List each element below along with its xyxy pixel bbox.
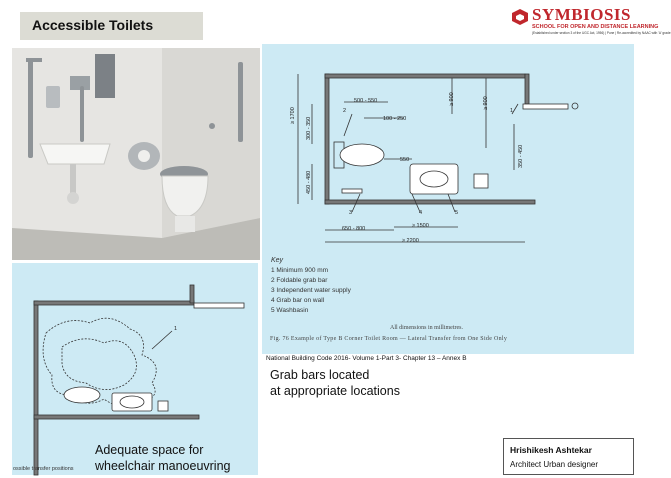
adequate-line-1: Adequate space for xyxy=(95,443,204,457)
dim-1700: ≥ 1700 xyxy=(290,107,296,124)
key-item-3: 3 Independent water supply xyxy=(271,287,351,294)
label-4: 4 xyxy=(419,210,423,216)
label-1: 1 xyxy=(510,108,514,114)
nbc-reference: National Building Code 2016- Volume 1-Part 3- Chapter 13 – Annex B xyxy=(266,355,467,362)
adequate-space-note xyxy=(95,442,231,474)
logo-emblem-icon xyxy=(510,7,530,27)
grab-bars-line-1: Grab bars located xyxy=(270,368,370,382)
bottom-plan-label-1: 1 xyxy=(174,326,178,332)
symbiosis-logo xyxy=(508,4,671,40)
grab-bars-line-2: at appropriate locations xyxy=(270,384,400,398)
label-3: 3 xyxy=(349,210,353,216)
dim-300-350: 300 - 350 xyxy=(306,116,312,140)
figure-caption: Fig. 76 Example of Type B Corner Toilet Room — Lateral Transfer from One Side Only xyxy=(270,336,508,342)
dim-450-480: 450 - 480 xyxy=(306,170,312,194)
grab-bars-note xyxy=(270,367,400,399)
logo-subtitle: SCHOOL FOR OPEN AND DISTANCE LEARNING xyxy=(532,24,659,30)
author-role: Architect Urban designer xyxy=(510,460,599,469)
logo-tagline: (Established under section 3 of the UGC Act, 1956) | Pune | Re-accredited by NAAC with 'A' grade xyxy=(532,31,671,35)
dim-100-250: 100 - 250 xyxy=(383,116,407,122)
key-item-2: 2 Foldable grab bar xyxy=(271,277,328,284)
dim-550: 550 xyxy=(400,157,410,163)
logo-name: SYMBIOSIS xyxy=(532,5,631,24)
key-item-4: 4 Grab bar on wall xyxy=(271,297,325,304)
dim-1500: ≥ 1500 xyxy=(412,223,429,229)
label-5: 5 xyxy=(455,210,459,216)
dim-2200: ≥ 2200 xyxy=(402,238,419,244)
adequate-line-2: wheelchair manoeuvring xyxy=(95,459,231,473)
corner-toilet-plan xyxy=(262,44,634,354)
slide-title: Accessible Toilets xyxy=(32,17,154,33)
dim-350-450: 350 - 450 xyxy=(518,144,524,168)
dim-500-550: 500 - 550 xyxy=(354,98,378,104)
dim-900-b: ≥ 900 xyxy=(483,96,489,110)
label-2: 2 xyxy=(343,108,347,114)
key-item-1: 1 Minimum 900 mm xyxy=(271,267,329,274)
dim-650-800: 650 - 800 xyxy=(342,226,366,232)
dimensions-note: All dimensions in millimetres. xyxy=(390,325,463,331)
key-title: Key xyxy=(271,257,284,264)
author-box xyxy=(503,438,634,475)
plan-key xyxy=(271,256,351,316)
slide-title-box xyxy=(20,12,203,40)
transfer-positions-caption: ossible transfer positions xyxy=(13,466,74,472)
dim-900-a: ≥ 900 xyxy=(449,92,455,106)
toilet-photo xyxy=(12,48,260,260)
key-item-5: 5 Washbasin xyxy=(271,307,309,314)
author-name: Hrishikesh Ashtekar xyxy=(510,445,592,455)
